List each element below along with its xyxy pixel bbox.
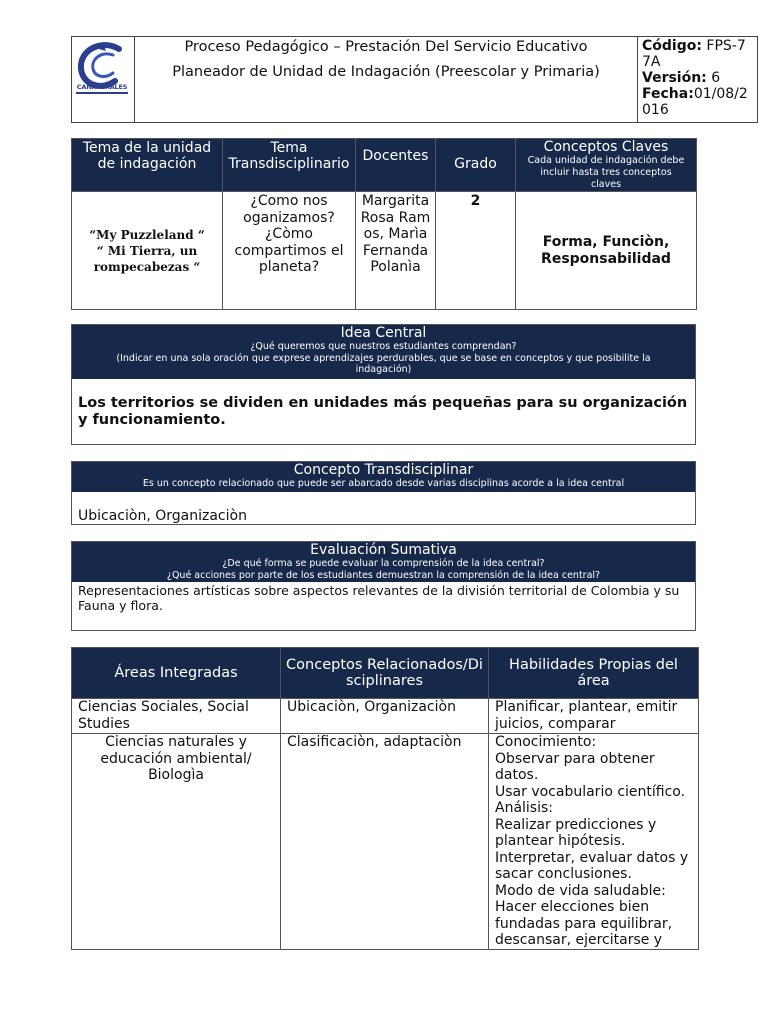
col-conceptos-rel: Conceptos Relacionados/Disciplinares (281, 648, 489, 699)
habilidad-line: Hacer elecciones bien fundadas para equilibrar, descansar, ejercitarse y (495, 899, 673, 948)
logo-underline (76, 92, 128, 94)
area-cell: Ciencias Sociales, Social Studies (72, 699, 281, 734)
unit-table-header (72, 139, 697, 192)
document-header (71, 36, 758, 123)
habilidades-cell (489, 734, 699, 950)
evaluacion-banner (72, 542, 695, 582)
conceptos-rel-cell: Ubicaciòn, Organizaciòn (281, 699, 489, 734)
concepto-trans-text: Ubicaciòn, Organizaciòn (78, 508, 247, 524)
col-areas: Áreas Integradas (72, 648, 281, 699)
idea-central-note: (Indicar en una sola oración que exprese aprendizajes perdurables, que se base en conceptos y que posibilite la indagación) (116, 352, 651, 375)
areas-row-2 (72, 734, 699, 950)
conceptos-cell: Forma, Funciòn, Responsabilidad (516, 192, 697, 310)
fecha: Fecha:01/08/2016 (642, 86, 748, 118)
conceptos-rel-cell: Clasificaciòn, adaptaciòn (281, 734, 489, 950)
areas-row-1 (72, 699, 699, 734)
habilidad-line: Interpretar, evaluar datos y sacar conclusiones. (495, 849, 689, 882)
col-tema: Tema de la unidad de indagación (72, 139, 223, 192)
unit-table (71, 138, 697, 310)
transdisciplinario-cell: ¿Como nos oganizamos? ¿Còmo compartimos el planeta? (223, 192, 356, 310)
docentes-cell: Margarita Rosa Ramos, Marìa Fernanda Polanìa (356, 192, 436, 310)
areas-table (71, 647, 699, 950)
evaluacion-section (71, 541, 696, 631)
evaluacion-q1: ¿De qué forma se puede evaluar la comprensión de la idea central? (222, 558, 545, 569)
version: Versión: 6 (642, 70, 721, 86)
idea-central-title: Idea Central (340, 325, 427, 341)
habilidad-line: Usar vocabulario científico. (495, 783, 686, 800)
habilidad-line: Modo de vida saludable: (495, 882, 666, 899)
col-conceptos: Conceptos Claves Cada unidad de indagación debe incluir hasta tres conceptos claves (516, 139, 697, 192)
habilidad-line: Conocimiento: (495, 734, 597, 750)
header-titles (135, 37, 638, 123)
idea-central-text: Los territorios se dividen en unidades más pequeñas para su organización y funcionamiento. (78, 395, 688, 428)
habilidades-cell: Planificar, plantear, emitir juicios, comparar (489, 699, 699, 734)
grado-cell: 2 (436, 192, 516, 310)
logo-text: CANAVERALES (76, 83, 128, 91)
idea-central-question: ¿Qué queremos que nuestros estudiantes comprendan? (250, 341, 517, 352)
concepto-trans-banner (72, 462, 695, 492)
areas-table-header (72, 648, 699, 699)
col-grado: Grado (436, 139, 516, 192)
habilidad-line: Observar para obtener datos. (495, 750, 655, 783)
evaluacion-q2: ¿Qué acciones por parte de los estudiantes demuestran la comprensión de la idea central? (166, 569, 601, 581)
concepto-trans-section (71, 461, 696, 525)
tema-cell: “My Puzzleland “ “ Mi Tierra, un rompecabezas “ (72, 192, 223, 310)
codigo: Código: FPS-77A (642, 38, 746, 70)
school-logo (72, 37, 132, 121)
unit-table-row (72, 192, 697, 310)
col-habilidades: Habilidades Propias del área (489, 648, 699, 699)
evaluacion-text: Representaciones artísticas sobre aspectos relevantes de la división territorial de Colombia y su Fauna y flora. (78, 583, 680, 613)
logo-cell (72, 37, 135, 123)
evaluacion-title: Evaluación Sumativa (310, 542, 457, 558)
concepto-trans-title: Concepto Transdisciplinar (293, 462, 474, 478)
header-codes (638, 37, 758, 123)
idea-central-banner (72, 325, 695, 379)
concepto-trans-note: Es un concepto relacionado que puede ser abarcado desde varias disciplinas acorde a la idea central (142, 478, 625, 489)
col-docentes: Docentes (356, 139, 436, 192)
header-title-2: Planeador de Unidad de Indagación (Preescolar y Primaria) (172, 64, 600, 80)
habilidad-line: Realizar predicciones y plantear hipótesis. (495, 816, 657, 849)
col-transdisciplinario: Tema Transdisciplinario (223, 139, 356, 192)
idea-central-section (71, 324, 696, 445)
habilidad-line: Análisis: (495, 800, 554, 816)
area-cell: Ciencias naturales y educación ambiental/ Biologìa (72, 734, 281, 950)
header-title-1: Proceso Pedagógico – Prestación Del Servicio Educativo (184, 39, 588, 55)
